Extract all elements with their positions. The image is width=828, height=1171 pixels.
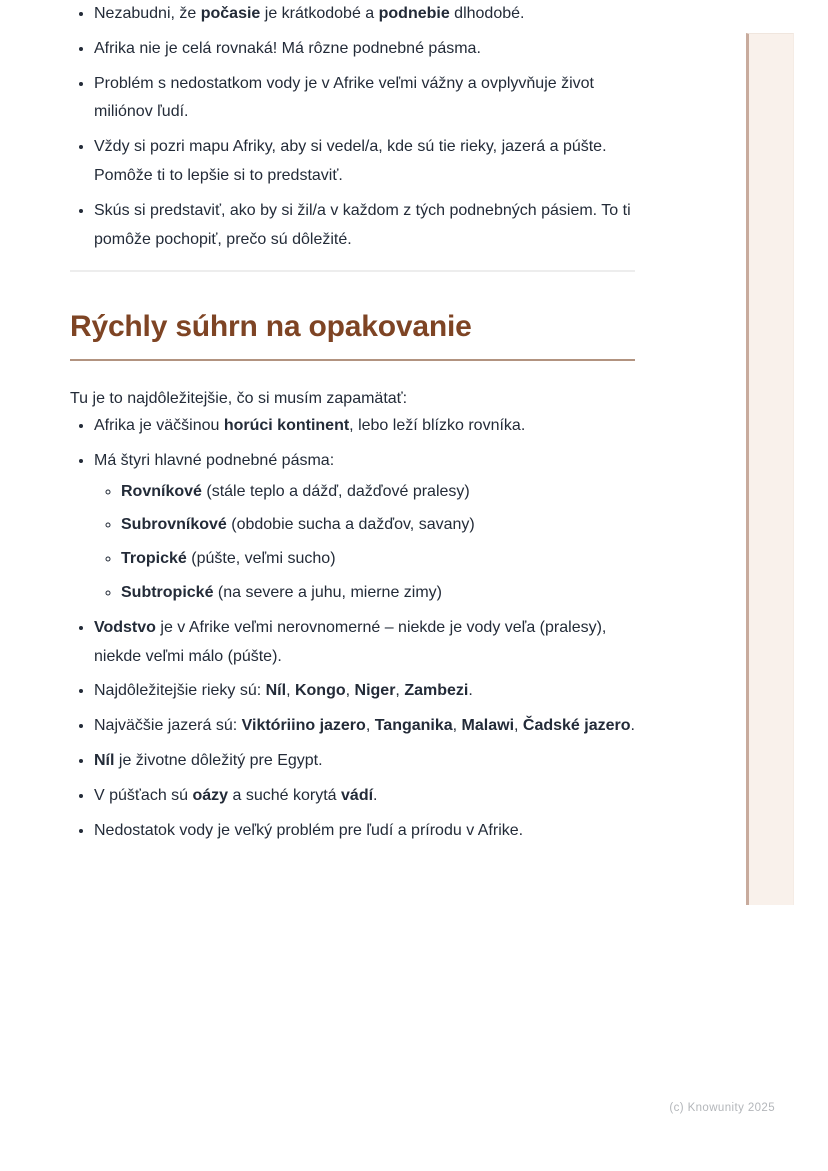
- bold-text-run: Viktóriino jazero: [241, 717, 366, 735]
- text-run: (stále teplo a dážď, dažďové pralesy): [201, 482, 470, 500]
- list-item: [94, 412, 635, 441]
- section-divider: [70, 270, 635, 272]
- sub-list-item: [121, 478, 635, 507]
- bold-text-run: Zambezi: [404, 682, 469, 700]
- bold-text-run: podnebie: [378, 5, 450, 22]
- text-run: je v Afrike veľmi nerovnomerné – niekde je vody veľa (pralesy), niekde veľmi málo (púšte).: [94, 618, 607, 665]
- text-run: Skús si predstaviť, ako by si žil/a v každom z tých podnebných pásiem. To ti pomôže pochopiť, prečo sú dôležité.: [94, 201, 631, 248]
- list-item: [94, 677, 635, 706]
- text-run: Najdôležitejšie rieky sú:: [94, 682, 266, 700]
- bold-text-run: Malawi: [461, 717, 515, 735]
- section-heading: Rýchly súhrn na opakovanie: [70, 310, 472, 344]
- text-run: ,: [345, 682, 355, 700]
- list-item: [94, 133, 635, 191]
- text-run: Nedostatok vody je veľký problém pre ľudí a prírodu v Afrike.: [94, 821, 524, 839]
- bold-text-run: Níl: [94, 751, 115, 769]
- text-run: je životne dôležitý pre Egypt.: [114, 751, 323, 769]
- text-run: ,: [365, 717, 375, 735]
- bold-text-run: Subrovníkové: [121, 516, 227, 534]
- intro-list: [70, 0, 635, 254]
- summary-list: [70, 412, 635, 845]
- list-item: [94, 614, 635, 672]
- sub-list-item: [121, 511, 635, 540]
- list-item: [94, 747, 635, 776]
- sub-list-item: [121, 545, 635, 574]
- text-run: (na severe a juhu, mierne zimy): [213, 583, 442, 601]
- section-intro-text: Tu je to najdôležitejšie, čo si musím zapamätať:: [70, 390, 408, 408]
- bold-text-run: Tropické: [121, 550, 187, 568]
- list-item: [94, 197, 635, 255]
- text-run: .: [468, 682, 473, 700]
- text-run: V púšťach sú: [94, 786, 193, 804]
- list-item: [94, 817, 635, 846]
- text-run: Afrika nie je celá rovnaká! Má rôzne podnebné pásma.: [94, 39, 481, 57]
- text-run: ,: [452, 717, 462, 735]
- list-item: [94, 782, 635, 811]
- text-run: .: [373, 786, 378, 804]
- text-run: a suché korytá: [228, 786, 342, 804]
- bold-text-run: Čadské jazero: [522, 717, 631, 735]
- bold-text-run: Kongo: [294, 682, 346, 700]
- text-run: Afrika je väčšinou: [94, 416, 224, 434]
- text-run: Vždy si pozri mapu Afriky, aby si vedel/a, kde sú tie rieky, jazerá a púšte. Pomôže ti to lepšie si to predstaviť.: [94, 138, 607, 184]
- bold-text-run: počasie: [200, 5, 261, 22]
- text-run: dlhodobé.: [449, 5, 525, 22]
- heading-underline: [70, 359, 635, 361]
- copyright-footer: (c) Knowunity 2025: [669, 1102, 775, 1114]
- text-run: Najväčšie jazerá sú:: [94, 717, 242, 735]
- text-run: ,: [286, 682, 295, 700]
- sub-list-item: [121, 579, 635, 608]
- bold-text-run: Niger: [354, 682, 396, 700]
- bold-text-run: Tanganika: [374, 717, 453, 735]
- bold-text-run: Subtropické: [121, 583, 214, 601]
- bold-text-run: Rovníkové: [121, 482, 202, 500]
- list-item: [94, 70, 635, 128]
- text-run: je krátkodobé a: [260, 5, 379, 22]
- bold-text-run: Níl: [265, 682, 287, 700]
- content-column: [70, 0, 635, 851]
- list-item: [94, 35, 635, 64]
- text-run: Problém s nedostatkom vody je v Afrike veľmi vážny a ovplyvňuje život miliónov ľudí.: [94, 74, 594, 121]
- bold-text-run: horúci kontinent: [223, 416, 350, 434]
- text-run: ,: [514, 717, 523, 735]
- list-item: [94, 447, 635, 608]
- bold-text-run: oázy: [192, 786, 229, 804]
- list-item: [94, 0, 635, 29]
- text-run: .: [630, 717, 635, 735]
- text-run: Nezabudni, že: [94, 5, 201, 22]
- list-item: [94, 712, 635, 741]
- sub-list: [94, 478, 635, 608]
- page-edge-stripe: [746, 33, 794, 905]
- text-run: (púšte, veľmi sucho): [186, 550, 336, 568]
- text-run: (obdobie sucha a dažďov, savany): [226, 516, 475, 534]
- text-run: , lebo leží blízko rovníka.: [349, 416, 526, 434]
- text-run: ,: [395, 682, 405, 700]
- bold-text-run: Vodstvo: [94, 618, 156, 636]
- text-run: Má štyri hlavné podnebné pásma:: [94, 451, 335, 469]
- bold-text-run: vádí: [341, 786, 374, 804]
